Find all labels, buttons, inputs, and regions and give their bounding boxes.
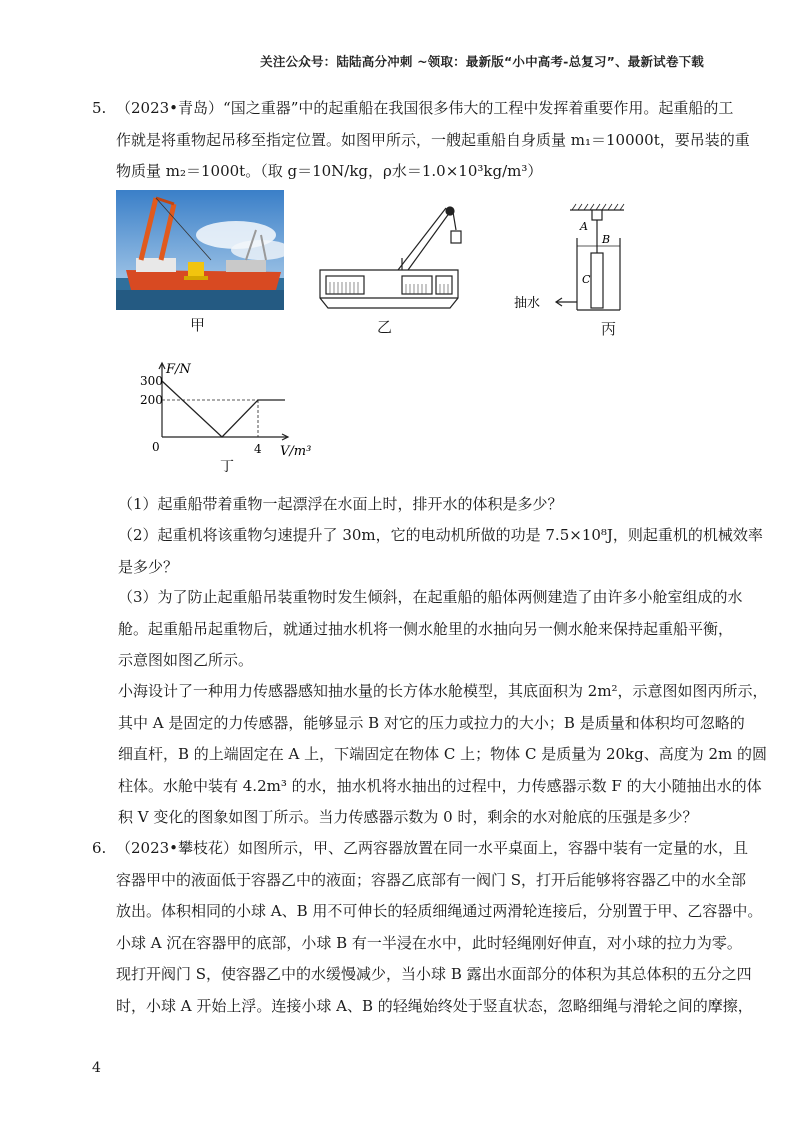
q5-sub2	[118, 520, 763, 583]
q5-body-line-3: 细直杆，B 的上端固定在 A 上，下端固定在物体 C 上；物体 C 是质量为 20kg、高度为 2m 的圆	[118, 745, 768, 763]
q6-line-2: 容器甲中的液面低于容器乙中的液面；容器乙底部有一阀门 S，打开后能够将容器乙中的水全部	[116, 870, 747, 889]
q5-sub2-line-2: 是多少？	[118, 557, 179, 576]
q5-body-line-4: 柱体。水舱中装有 4.2m³ 的水，抽水机将水抽出的过程中，力传感器示数 F 的大小随抽出水的体	[118, 776, 762, 795]
q5-body-line-5: 积 V 变化的图象如图丁所示。当力传感器示数为 0 时，剩余的水对舱底的压强是多少？	[118, 808, 698, 826]
figure-bing-caption: 丙	[601, 320, 617, 338]
figure-ding-caption: 丁	[220, 459, 234, 475]
page-number: 4	[92, 1060, 101, 1076]
page-header: 关注公众号：陆陆高分冲刺 ~领取：最新版“小中高考-总复习”、最新试卷下载	[260, 54, 704, 69]
q6-line-1: （2023•攀枝花）如图所示，甲、乙两容器放置在同一水平桌面上，容器中装有一定量的水，且	[116, 839, 749, 857]
q5-sub2-line-1: （2）起重机将该重物匀速提升了 30m，它的电动机所做的功是 7.5×10⁸J，则起重机的机械效率	[118, 526, 763, 544]
q6-line-3: 放出。体积相同的小球 A、B 用不可伸长的轻质细绳通过两滑轮连接后，分别置于甲、乙容器中。	[116, 902, 763, 920]
label-pump: 抽水	[514, 296, 541, 311]
graph-y-label: F/N	[166, 362, 191, 377]
label-a: A	[580, 220, 588, 233]
q6-number: 6.	[92, 839, 107, 857]
q5-body-line-2: 其中 A 是固定的力传感器，能够显示 B 对它的压力或拉力的大小；B 是质量和体积均可忽略的	[118, 713, 745, 732]
q5-sub3-line-1: （3）为了防止起重船吊装重物时发生倾斜，在起重船的船体两侧建造了由许多小舱室组成的水	[118, 588, 743, 606]
q6-line-4: 小球 A 沉在容器甲的底部，小球 B 有一半浸在水中，此时轻绳刚好伸直，对小球的拉力为零。	[116, 933, 742, 952]
graph-x-label: V/m³	[280, 444, 312, 459]
q6-text	[92, 833, 763, 1022]
figure-ding-graph	[140, 355, 320, 475]
q5-sub3	[118, 582, 743, 677]
graph-y-tick-200: 200	[140, 393, 163, 407]
q5-line-3: 物质量 m₂＝1000t。（取 g＝10N/kg，ρ水＝1.0×10³kg/m³）	[116, 162, 543, 180]
figure-yi-caption: 乙	[377, 318, 393, 336]
q5-number: 5.	[92, 99, 107, 117]
q5-line-2: 作就是将重物起吊移至指定位置。如图甲所示，一艘起重船自身质量 m₁＝10000t，要吊装的重	[116, 130, 750, 149]
q5-sub3-line-3: 示意图如图乙所示。	[118, 651, 254, 669]
q5-sub1	[118, 489, 722, 521]
figure-jia-caption: 甲	[190, 316, 206, 334]
label-b: B	[602, 233, 611, 246]
figure-bing-schematic	[512, 198, 642, 318]
figure-yi-schematic	[318, 198, 463, 313]
q5-line-1: （2023•青岛）“国之重器”中的起重船在我国很多伟大的工程中发挥着重要作用。起重船的工	[116, 99, 734, 117]
q6-line-6: 时，小球 A 开始上浮。连接小球 A、B 的轻绳始终处于竖直状态，忽略细绳与滑轮之间的摩擦，	[116, 996, 753, 1015]
q5-intro	[92, 93, 750, 188]
graph-y-tick-300: 300	[140, 374, 163, 388]
q5-body-line-1: 小海设计了一种用力传感器感知抽水量的长方体水舱模型，其底面积为 2m²，示意图如图丙所示，	[118, 682, 768, 700]
graph-x-tick-0: 0	[152, 440, 160, 454]
graph-x-tick-4: 4	[254, 442, 262, 456]
q5-sub1-line: （1）起重船带着重物一起漂浮在水面上时，排开水的体积是多少？	[118, 495, 563, 513]
label-c: C	[582, 273, 591, 286]
q5-body	[118, 676, 768, 834]
q6-line-5: 现打开阀门 S，使容器乙中的水缓慢减少，当小球 B 露出水面部分的体积为其总体积的五分之四	[116, 965, 752, 983]
q5-sub3-line-2: 舱。起重船吊起重物后，就通过抽水机将一侧水舱里的水抽向另一侧水舱来保持起重船平衡，	[118, 619, 734, 638]
figure-jia-photo	[116, 190, 284, 310]
